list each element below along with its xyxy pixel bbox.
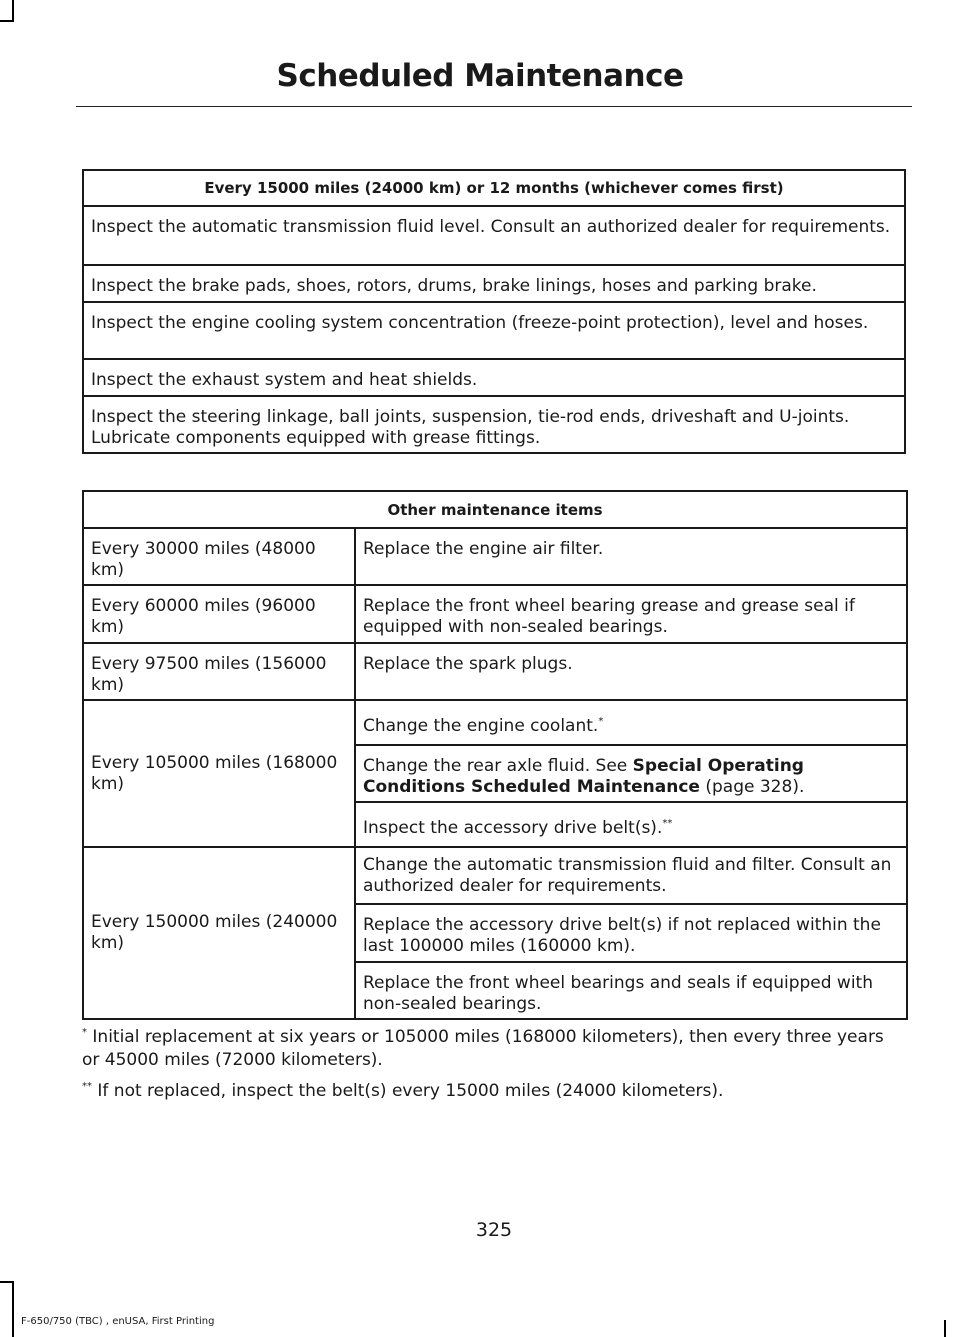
item-cell: Change the automatic transmission fluid and filter. Consult an authorized dealer for requirements. <box>355 847 907 904</box>
interval-cell: Every 97500 miles (156000 km) <box>83 643 355 700</box>
crop-mark <box>12 1281 14 1337</box>
interval-cell: Every 105000 miles (168000 km) <box>83 700 355 847</box>
footnote <box>82 1080 906 1103</box>
page-title: Scheduled Maintenance <box>276 58 684 94</box>
table-row <box>83 643 907 700</box>
footnote-text: Initial replacement at six years or 105000 miles (168000 kilometers), then every three years or 45000 miles (72000 kilometers). <box>82 1027 884 1070</box>
item-text: Change the rear axle fluid. See <box>363 756 633 776</box>
page-number: 325 <box>475 1219 513 1241</box>
footnote-text: If not replaced, inspect the belt(s) every 15000 miles (24000 kilometers). <box>92 1081 724 1101</box>
maintenance-table-15000 <box>82 169 906 454</box>
item-text: Inspect the accessory drive belt(s). <box>363 818 663 838</box>
table-heading: Other maintenance items <box>83 491 907 528</box>
crop-mark <box>0 20 14 22</box>
item-cell <box>355 745 907 802</box>
item-cell: Replace the front wheel bearings and seals if equipped with non-sealed bearings. <box>355 962 907 1019</box>
table-row: Inspect the automatic transmission fluid level. Consult an authorized dealer for requirements. <box>83 206 905 265</box>
table-heading: Every 15000 miles (24000 km) or 12 months (whichever comes first) <box>83 170 905 206</box>
interval-cell: Every 60000 miles (96000 km) <box>83 585 355 643</box>
item-cell: Replace the front wheel bearing grease and grease seal if equipped with non-sealed bearings. <box>355 585 907 643</box>
item-cell <box>355 700 907 745</box>
crop-mark <box>0 1281 14 1283</box>
item-text: Change the engine coolant. <box>363 716 599 736</box>
interval-cell: Every 150000 miles (240000 km) <box>83 847 355 1019</box>
item-cell: Replace the engine air filter. <box>355 528 907 585</box>
item-cell <box>355 802 907 847</box>
footnote-marker: * <box>598 716 604 727</box>
page-reference: (page 328). <box>699 777 805 797</box>
footnote-marker: * <box>82 1027 87 1038</box>
title-divider <box>76 106 912 107</box>
footnote-marker: ** <box>662 818 673 829</box>
footnote-marker: ** <box>82 1081 92 1092</box>
table-row: Inspect the exhaust system and heat shields. <box>83 359 905 396</box>
crop-mark <box>12 0 14 22</box>
item-cell: Replace the spark plugs. <box>355 643 907 700</box>
table-row <box>83 847 907 904</box>
table-row: Inspect the steering linkage, ball joints, suspension, tie-rod ends, driveshaft and U-joints. Lubricate components equipped with grease fittings. <box>83 396 905 453</box>
cross-reference-link[interactable]: Special Operating Conditions Scheduled Maintenance <box>363 756 804 797</box>
crop-mark <box>944 1320 946 1337</box>
footnote <box>82 1026 906 1072</box>
table-row <box>83 585 907 643</box>
table-row <box>83 528 907 585</box>
table-row: Inspect the engine cooling system concentration (freeze-point protection), level and hoses. <box>83 302 905 359</box>
item-cell: Replace the accessory drive belt(s) if not replaced within the last 100000 miles (160000 km). <box>355 904 907 962</box>
interval-cell: Every 30000 miles (48000 km) <box>83 528 355 585</box>
footer-text: F-650/750 (TBC) , enUSA, First Printing <box>21 1316 215 1327</box>
table-row: Inspect the brake pads, shoes, rotors, drums, brake linings, hoses and parking brake. <box>83 265 905 302</box>
table-row <box>83 700 907 745</box>
other-maintenance-table <box>82 490 908 1020</box>
